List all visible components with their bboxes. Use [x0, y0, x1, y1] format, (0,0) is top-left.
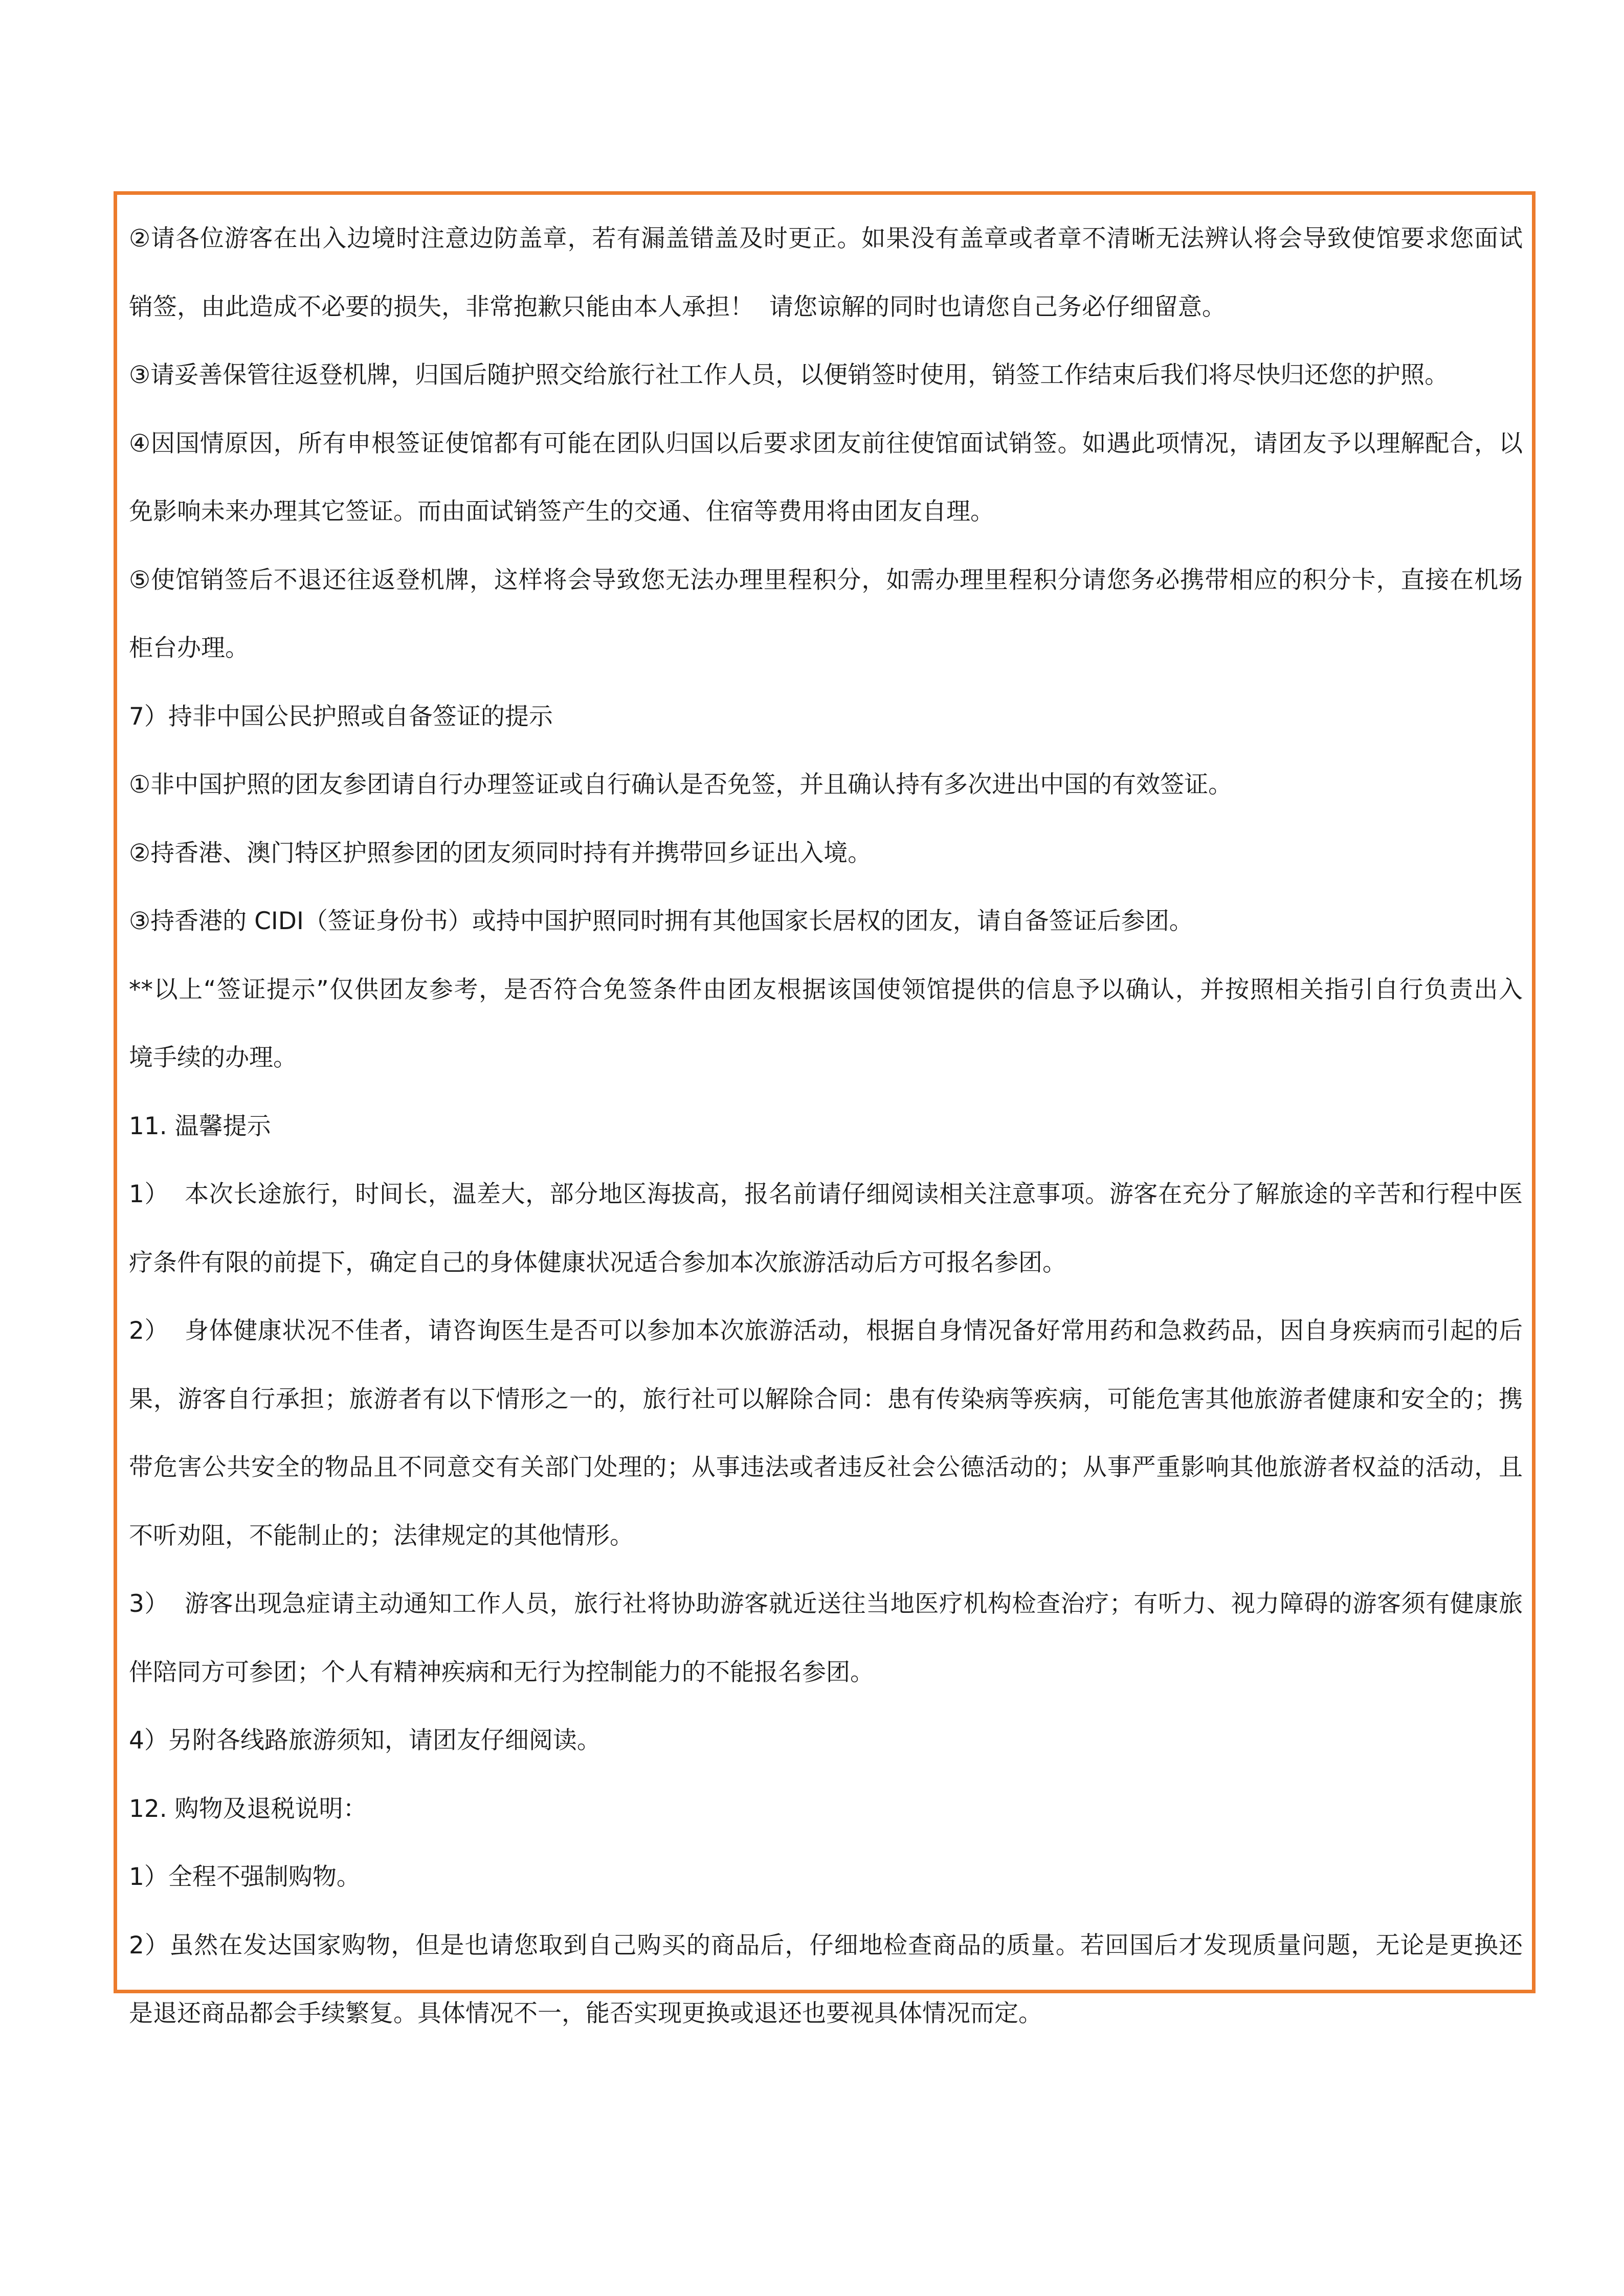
text-line: ②持香港、澳门特区护照参团的团友须同时持有并携带回乡证出入境。	[129, 839, 872, 867]
text-line: 是退还商品都会手续繁复。具体情况不一，能否实现更换或退还也要视具体情况而定。	[129, 1999, 1042, 2028]
text-line: 2）虽然在发达国家购物，但是也请您取到自己购买的商品后，仔细地检查商品的质量。若回国后才发现质量问题，无论是更换还	[129, 1931, 1523, 1960]
section-heading: 12. 购物及退税说明：	[129, 1794, 367, 1823]
section-heading: 11. 温馨提示	[129, 1112, 271, 1140]
text-line: ④因国情原因，所有申根签证使馆都有可能在团队归国以后要求团友前往使馆面试销签。如遇此项情况，请团友予以理解配合，以	[129, 429, 1523, 458]
text-line: ③持香港的 CIDI（签证身份书）或持中国护照同时拥有其他国家长居权的团友，请自备签证后参团。	[129, 907, 1193, 935]
text-line: 3） 游客出现急症请主动通知工作人员，旅行社将协助游客就近送往当地医疗机构检查治疗；有听力、视力障碍的游客须有健康旅	[129, 1590, 1523, 1618]
text-line: 4）另附各线路旅游须知，请团友仔细阅读。	[129, 1726, 601, 1754]
text-line: 伴陪同方可参团；个人有精神疾病和无行为控制能力的不能报名参团。	[129, 1658, 874, 1686]
text-line: 1） 本次长途旅行，时间长，温差大，部分地区海拔高，报名前请仔细阅读相关注意事项。游客在充分了解旅途的辛苦和行程中医	[129, 1180, 1523, 1208]
text-line: 境手续的办理。	[129, 1044, 297, 1072]
text-line: ①非中国护照的团友参团请自行办理签证或自行确认是否免签，并且确认持有多次进出中国的有效签证。	[129, 771, 1233, 799]
text-line: 带危害公共安全的物品且不同意交有关部门处理的；从事违法或者违反社会公德活动的；从事严重影响其他旅游者权益的活动，且	[129, 1453, 1523, 1481]
document-body	[129, 205, 1523, 2048]
text-line: 2） 身体健康状况不佳者，请咨询医生是否可以参加本次旅游活动，根据自身情况备好常用药和急救药品，因自身疾病而引起的后	[129, 1317, 1523, 1345]
section-heading: 7）持非中国公民护照或自备签证的提示	[129, 702, 553, 731]
text-line: 1）全程不强制购物。	[129, 1863, 361, 1891]
text-line: ②请各位游客在出入边境时注意边防盖章，若有漏盖错盖及时更正。如果没有盖章或者章不清晰无法辨认将会导致使馆要求您面试	[129, 224, 1523, 253]
text-line: 不听劝阻，不能制止的；法律规定的其他情形。	[129, 1521, 634, 1550]
text-line: ③请妥善保管往返登机牌，归国后随护照交给旅行社工作人员，以便销签时使用，销签工作结束后我们将尽快归还您的护照。	[129, 361, 1449, 389]
text-line: ⑤使馆销签后不退还往返登机牌，这样将会导致您无法办理里程积分，如需办理里程积分请您务必携带相应的积分卡，直接在机场	[129, 566, 1523, 594]
text-line: **以上“签证提示”仅供团友参考，是否符合免签条件由团友根据该国使领馆提供的信息予以确认，并按照相关指引自行负责出入	[129, 975, 1523, 1004]
text-line: 柜台办理。	[129, 634, 249, 662]
text-line: 疗条件有限的前提下，确定自己的身体健康状况适合参加本次旅游活动后方可报名参团。	[129, 1248, 1066, 1277]
text-line: 销签，由此造成不必要的损失，非常抱歉只能由本人承担！ 请您谅解的同时也请您自己务必仔细留意。	[129, 292, 1226, 321]
text-line: 果，游客自行承担；旅游者有以下情形之一的，旅行社可以解除合同：患有传染病等疾病，可能危害其他旅游者健康和安全的；携	[129, 1385, 1523, 1413]
text-line: 免影响未来办理其它签证。而由面试销签产生的交通、住宿等费用将由团友自理。	[129, 498, 994, 526]
